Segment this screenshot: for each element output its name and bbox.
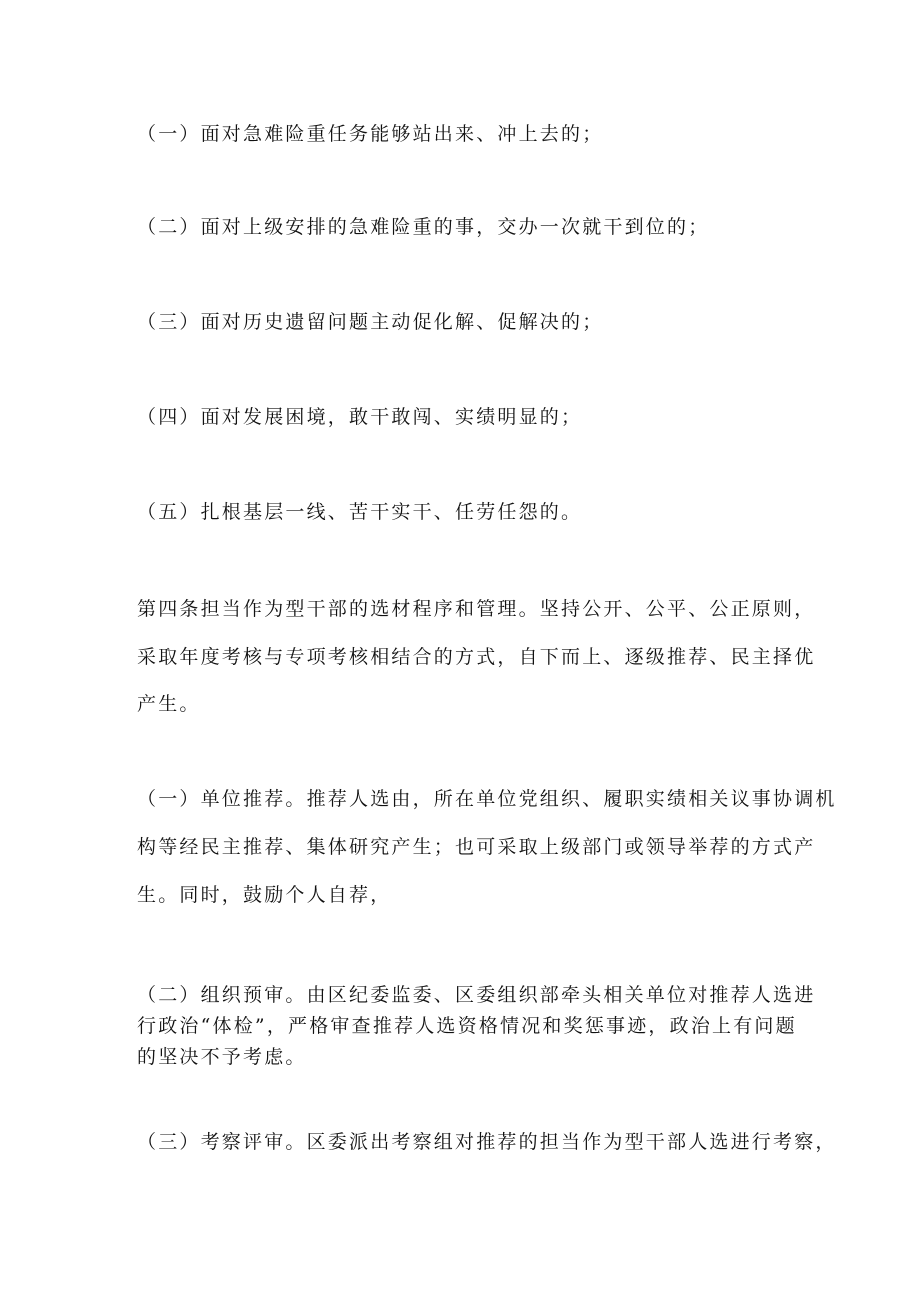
step-2-line-1: （二）组织预审。由区纪委监委、区委组织部牵头相关单位对推荐人选进	[137, 984, 816, 1006]
item-5-text: （五）扎根基层一线、苦干实干、任劳任怨的。	[137, 501, 583, 523]
step-1-line-1: （一）单位推荐。推荐人选由，所在单位党组织、履职实绩相关议事协调机	[137, 788, 837, 810]
article-4-line-3: 产生。	[137, 693, 201, 715]
article-4-line-2: 采取年度考核与专项考核相结合的方式，自下而上、逐级推荐、民主择优	[137, 646, 816, 668]
step-2-line-2: 行政治“体检”，严格审查推荐人选资格情况和奖惩事迹，政治上有问题	[137, 1015, 797, 1037]
step-3-line-1: （三）考察评审。区委派出考察组对推荐的担当作为型干部人选进行考察，	[137, 1131, 837, 1153]
step-2-line-3: 的坚决不予考虑。	[137, 1046, 307, 1068]
step-1-line-3: 生。同时，鼓励个人自荐，	[137, 884, 392, 906]
item-1-text: （一）面对急难险重任务能够站出来、冲上去的；	[137, 123, 604, 145]
item-3-text: （三）面对历史遗留问题主动促化解、促解决的；	[137, 311, 604, 333]
article-4-line-1: 第四条担当作为型干部的选材程序和管理。坚持公开、公平、公正原则，	[137, 598, 816, 620]
item-2-text: （二）面对上级安排的急难险重的事，交办一次就干到位的；	[137, 216, 710, 238]
item-4-text: （四）面对发展困境，敢干敢闯、实绩明显的；	[137, 406, 583, 428]
step-1-line-2: 构等经民主推荐、集体研究产生；也可采取上级部门或领导举荐的方式产	[137, 836, 816, 858]
